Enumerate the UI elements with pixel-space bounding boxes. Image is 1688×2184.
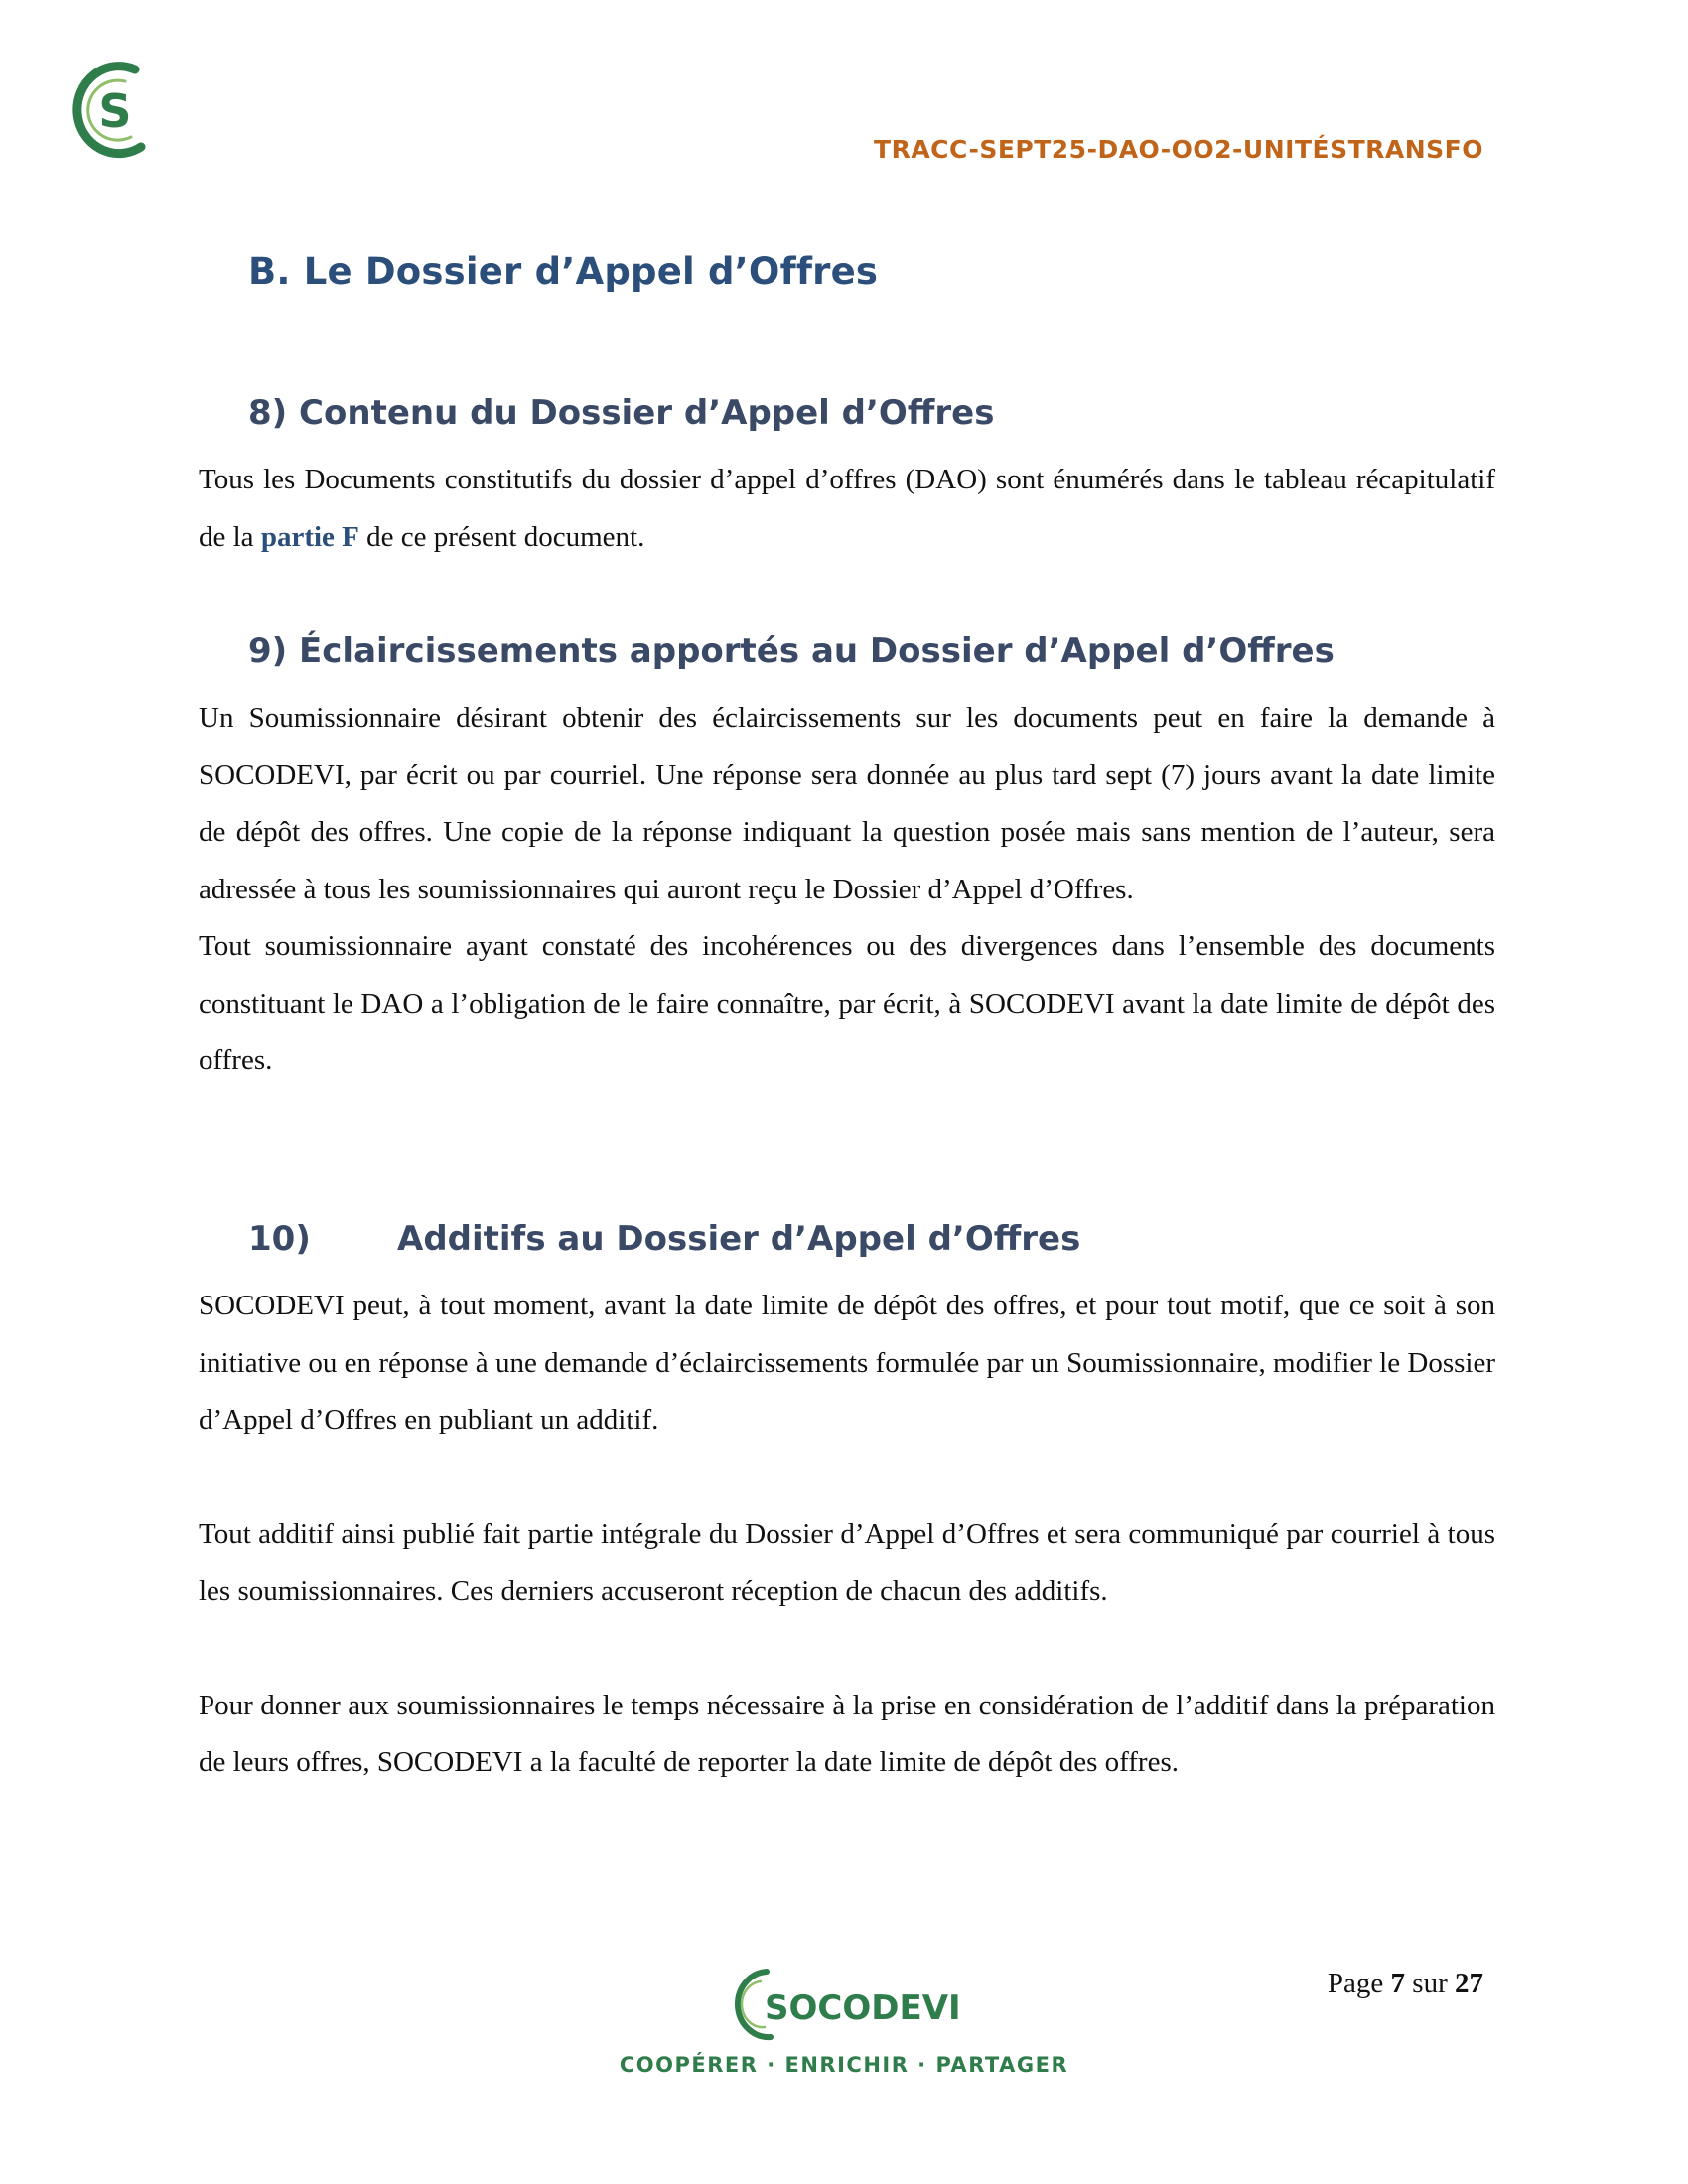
paragraph: SOCODEVI peut, à tout moment, avant la date limite de dépôt des offres, et pour tout motif, que ce soit à son initiative ou en réponse à une demande d’éclaircissements formulée par un Soumissionnaire, modifier le Dossier d’Appel d’Offres en publiant un additif. [199,1290,1495,1435]
section-title: Éclaircissements apportés au Dossier d’Appel d’Offres [299,631,1335,671]
section-number: 8) [248,393,288,433]
section-heading-8 [248,393,994,433]
section-10-body [199,1278,1495,1792]
section-title: Additifs au Dossier d’Appel d’Offres [397,1219,1081,1259]
footer-logo-text: SOCODEVI [765,1988,961,2028]
svg-text:S: S [98,84,132,138]
footer-tagline: COOPÉRER · ENRICHIR · PARTAGER [619,2053,1069,2077]
page-separator: sur [1412,1968,1448,1999]
document-reference: TRACC-SEPT25-DAO-OO2-UNITÉSTRANSFO [874,135,1483,164]
paragraph: Un Soumissionnaire désirant obtenir des éclaircissements sur les documents peut en faire la demande à SOCODEVI, par écrit ou par courriel. Une réponse sera donnée au plus tard sept (7) jours avant la date limite de dépôt des offres. Une copie de la réponse indiquant la question posée mais sans mention de l’auteur, sera adressée à tous les soumissionnaires qui auront reçu le Dossier d’Appel d’Offres. [199,702,1495,905]
page-number [1328,1968,1483,2000]
paragraph-text: de ce présent document. [358,520,645,553]
page-label: Page [1327,1968,1384,1999]
part-title: B. Le Dossier d’Appel d’Offres [248,250,879,293]
section-number: 9) [248,631,288,671]
paragraph: Tout additif ainsi publié fait partie intégrale du Dossier d’Appel d’Offres et sera communiqué par courriel à tous les soumissionnaires. Ces derniers accuseront réception de chacun des additifs. [199,1518,1495,1607]
section-heading-9 [248,631,1335,671]
section-heading-10 [248,1219,1080,1259]
section-9-body [199,690,1495,1090]
section-8-body [199,452,1495,566]
page-total: 27 [1455,1968,1483,1999]
paragraph: Tout soumissionnaire ayant constaté des incohérences ou des divergences dans l’ensemble des documents constituant le DAO a l’obligation de le faire connaître, par écrit, à SOCODEVI avant la date limite de dépôt des offres. [199,930,1495,1076]
paragraph-text: Tous les Documents constitutifs du dossier d’appel d’offres (DAO) sont énumérés dans le tableau récapitulatif de la [199,464,1495,553]
section-number: 10) [248,1219,311,1259]
paragraph [199,452,1495,566]
partie-f-reference: partie F [260,520,359,553]
paragraph: Pour donner aux soumissionnaires le temps nécessaire à la prise en considération de l’additif dans la préparation de leurs offres, SOCODEVI a la faculté de reporter la date limite de dépôt des offres. [199,1689,1495,1778]
socodevi-cs-logo-icon [66,56,157,159]
socodevi-footer-logo-icon [723,1962,961,2045]
section-title: Contenu du Dossier d’Appel d’Offres [299,393,995,433]
page-current: 7 [1390,1968,1406,1999]
